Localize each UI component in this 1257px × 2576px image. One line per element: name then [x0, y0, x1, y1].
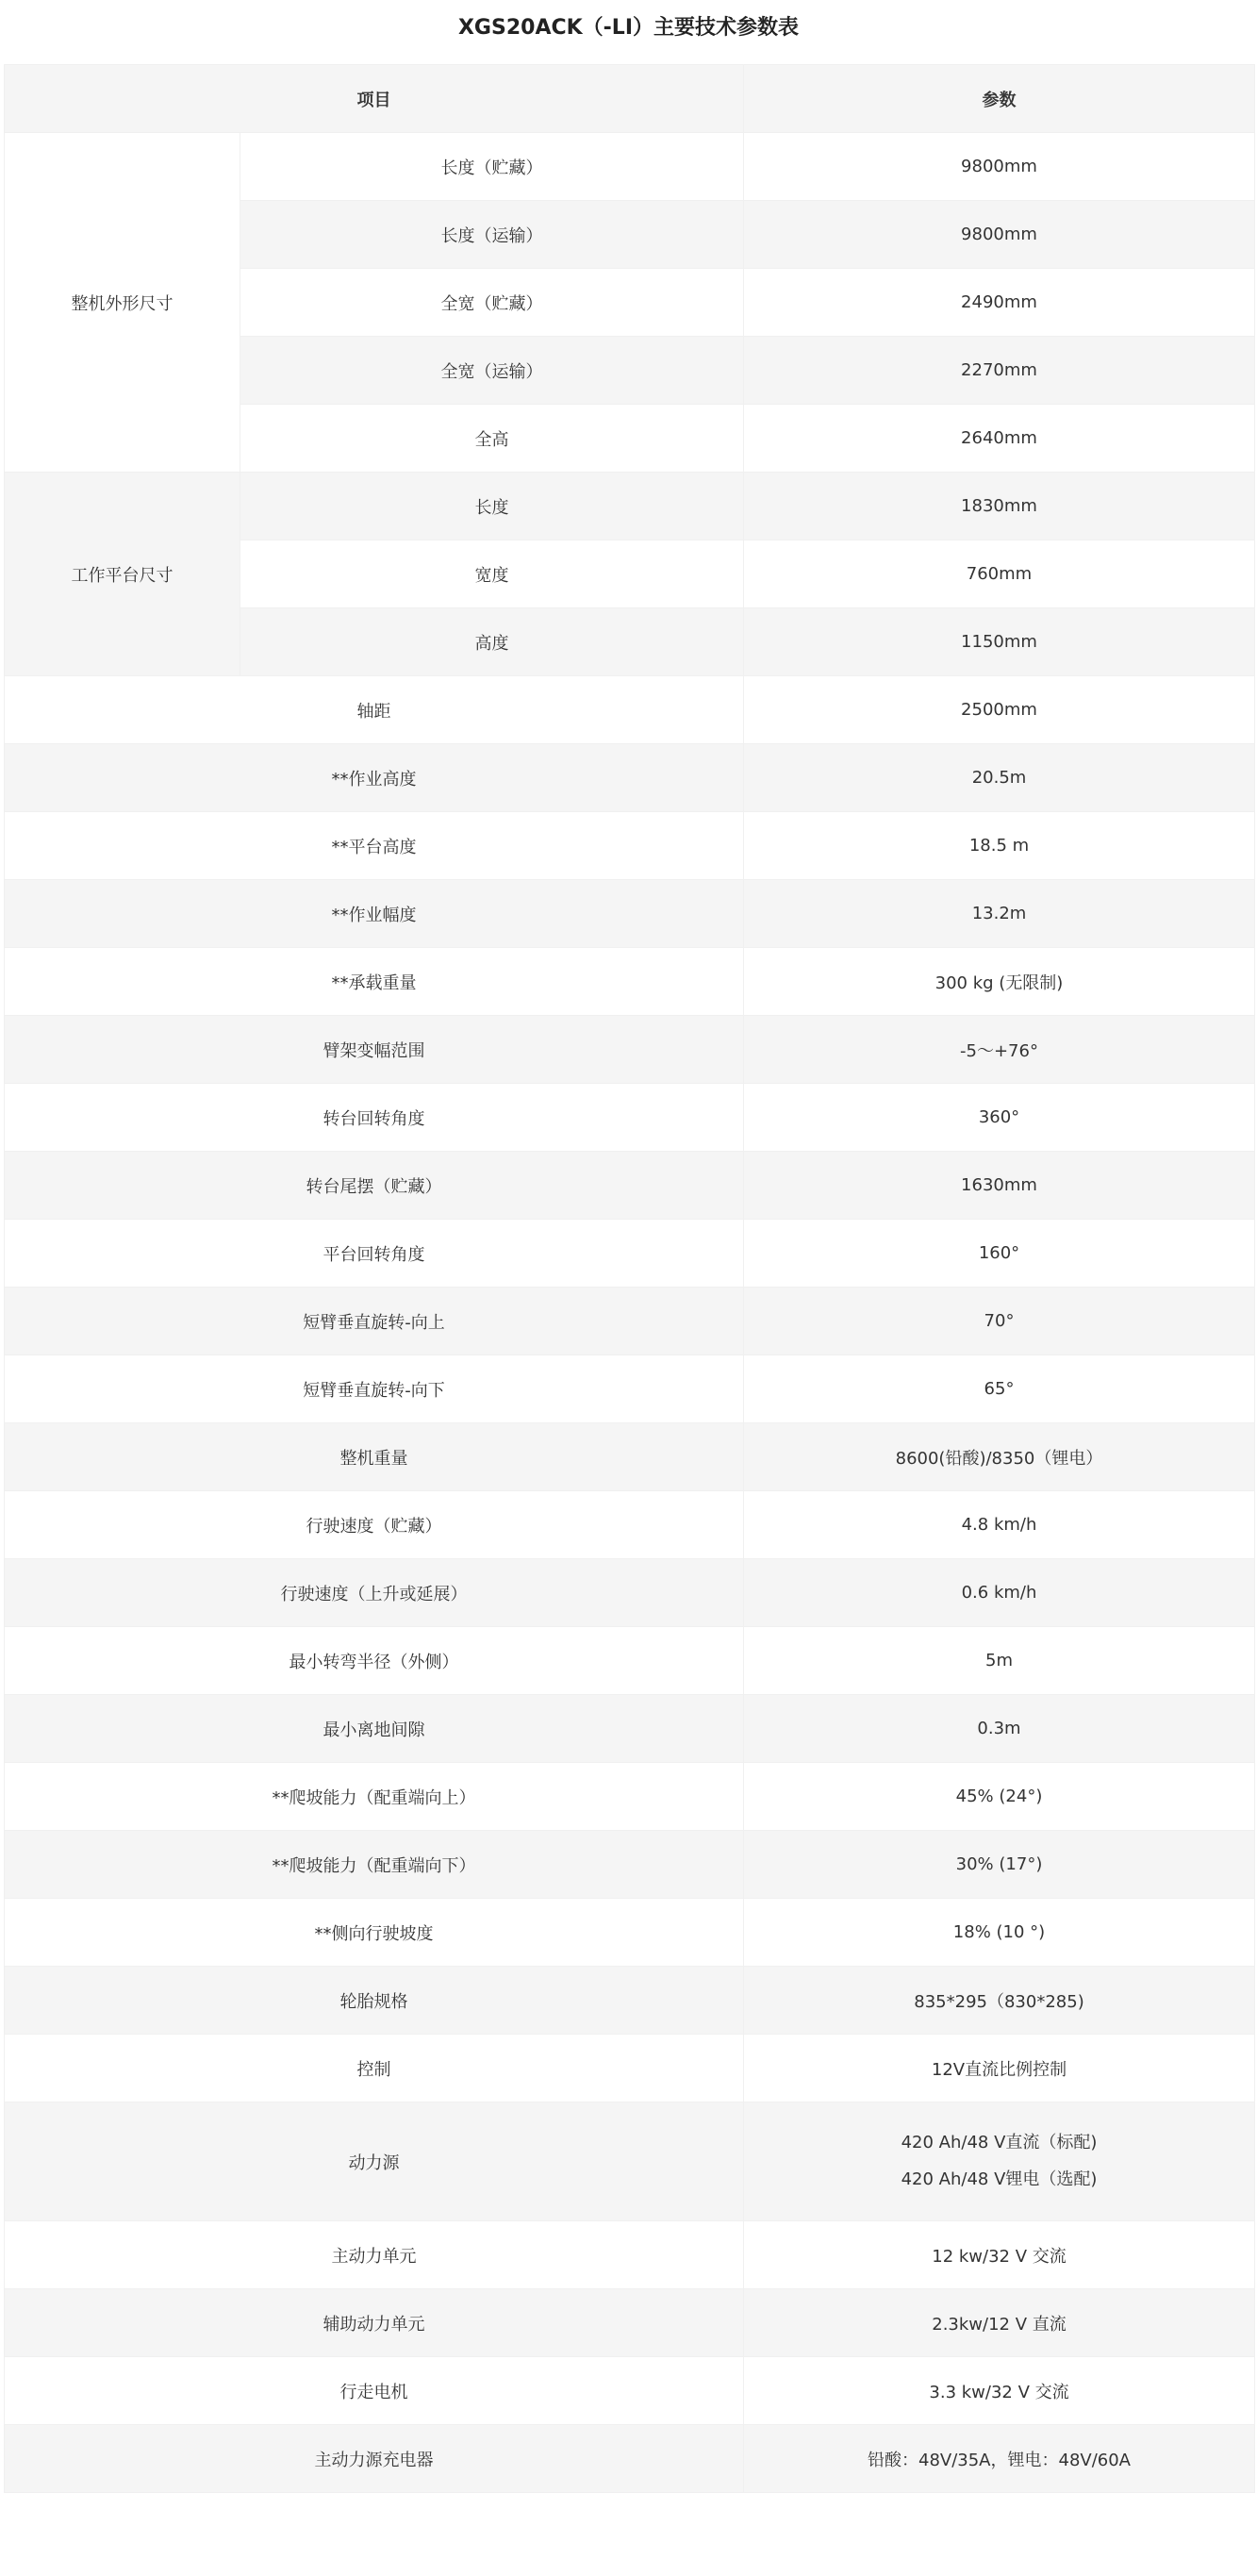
row-value: 18% (10 °)	[744, 1899, 1255, 1967]
row-label: 转台尾摆（贮藏）	[5, 1152, 744, 1220]
row-label: 轮胎规格	[5, 1967, 744, 2035]
row-label: **平台高度	[5, 812, 744, 880]
row-label: 行驶速度（上升或延展）	[5, 1559, 744, 1627]
row-value: 835*295（830*285)	[744, 1967, 1255, 2035]
row-label: **侧向行驶坡度	[5, 1899, 744, 1967]
row-label: 轴距	[5, 676, 744, 744]
table-row	[5, 1899, 1255, 1967]
table-row	[5, 2035, 1255, 2102]
row-value: 760mm	[744, 540, 1255, 608]
table-row	[5, 1016, 1255, 1084]
table-row	[5, 1763, 1255, 1831]
row-label: 最小离地间隙	[5, 1695, 744, 1763]
table-row	[5, 2221, 1255, 2289]
row-value: 45% (24°)	[744, 1763, 1255, 1831]
row-value: 5m	[744, 1627, 1255, 1695]
table-row	[5, 880, 1255, 948]
table-header-row	[5, 65, 1255, 133]
row-value: 12V直流比例控制	[744, 2035, 1255, 2102]
row-value: 12 kw/32 V 交流	[744, 2221, 1255, 2289]
table-row	[5, 676, 1255, 744]
table-row	[5, 1695, 1255, 1763]
row-label: 主动力单元	[5, 2221, 744, 2289]
table-row	[5, 1559, 1255, 1627]
table-row	[5, 1220, 1255, 1288]
row-label: 长度（运输）	[240, 201, 744, 269]
table-row	[5, 1084, 1255, 1152]
row-value: 30% (17°)	[744, 1831, 1255, 1899]
header-param: 参数	[744, 65, 1255, 133]
row-label: 短臂垂直旋转-向下	[5, 1355, 744, 1423]
row-label: 短臂垂直旋转-向上	[5, 1288, 744, 1355]
row-value: 18.5 m	[744, 812, 1255, 880]
row-label: 动力源	[5, 2102, 744, 2221]
row-value: 1830mm	[744, 473, 1255, 540]
row-value: 4.8 km/h	[744, 1491, 1255, 1559]
group-label-platform-dims: 工作平台尺寸	[5, 473, 240, 676]
page-title: XGS20ACK（-LI）主要技术参数表	[457, 16, 800, 40]
row-value: 20.5m	[744, 744, 1255, 812]
row-value: 360°	[744, 1084, 1255, 1152]
row-label: 平台回转角度	[5, 1220, 744, 1288]
row-value: 3.3 kw/32 V 交流	[744, 2357, 1255, 2425]
table-row	[5, 133, 1255, 201]
group-label-overall-dims: 整机外形尺寸	[5, 133, 240, 473]
row-value: 2270mm	[744, 337, 1255, 405]
row-value: 0.6 km/h	[744, 1559, 1255, 1627]
table-row	[5, 948, 1255, 1016]
row-label: 整机重量	[5, 1423, 744, 1491]
row-label: 控制	[5, 2035, 744, 2102]
row-label: 高度	[240, 608, 744, 676]
row-value: 2.3kw/12 V 直流	[744, 2289, 1255, 2357]
table-row	[5, 1967, 1255, 2035]
row-value: 70°	[744, 1288, 1255, 1355]
row-value: 9800mm	[744, 201, 1255, 269]
row-value: 300 kg (无限制)	[744, 948, 1255, 1016]
row-label: 主动力源充电器	[5, 2425, 744, 2493]
row-label: 全宽（贮藏）	[240, 269, 744, 337]
row-label: 长度（贮藏）	[240, 133, 744, 201]
row-value: 9800mm	[744, 133, 1255, 201]
spec-table	[4, 64, 1255, 2493]
row-label: 全高	[240, 405, 744, 473]
row-label: **承载重量	[5, 948, 744, 1016]
row-value: 0.3m	[744, 1695, 1255, 1763]
table-row	[5, 744, 1255, 812]
table-row	[5, 2289, 1255, 2357]
row-label: 全宽（运输）	[240, 337, 744, 405]
row-value: 160°	[744, 1220, 1255, 1288]
row-label: 辅助动力单元	[5, 2289, 744, 2357]
row-value: 1150mm	[744, 608, 1255, 676]
row-label: 行驶速度（贮藏）	[5, 1491, 744, 1559]
row-label: 长度	[240, 473, 744, 540]
row-value: 13.2m	[744, 880, 1255, 948]
row-value: 铅酸：48V/35A，锂电：48V/60A	[744, 2425, 1255, 2493]
table-row	[5, 812, 1255, 880]
row-label: 臂架变幅范围	[5, 1016, 744, 1084]
row-label: 行走电机	[5, 2357, 744, 2425]
table-row	[5, 2357, 1255, 2425]
row-label: 转台回转角度	[5, 1084, 744, 1152]
table-row	[5, 1831, 1255, 1899]
table-row	[5, 473, 1255, 540]
table-row	[5, 1491, 1255, 1559]
table-row	[5, 1423, 1255, 1491]
row-value: 8600(铅酸)/8350（锂电）	[744, 1423, 1255, 1491]
row-value: 2500mm	[744, 676, 1255, 744]
row-label: 最小转弯半径（外侧）	[5, 1627, 744, 1695]
table-row	[5, 2425, 1255, 2493]
row-value: 2640mm	[744, 405, 1255, 473]
table-row	[5, 1355, 1255, 1423]
power-source-value-standard: 420 Ah/48 V直流（标配)	[901, 2133, 1098, 2152]
row-label: **作业幅度	[5, 880, 744, 948]
table-row	[5, 1627, 1255, 1695]
header-item: 项目	[5, 65, 744, 133]
row-label: **作业高度	[5, 744, 744, 812]
table-row	[5, 2102, 1255, 2221]
row-value: -5～+76°	[744, 1016, 1255, 1084]
row-value	[744, 2102, 1255, 2221]
row-value: 2490mm	[744, 269, 1255, 337]
row-value: 65°	[744, 1355, 1255, 1423]
row-label: 宽度	[240, 540, 744, 608]
table-row	[5, 1288, 1255, 1355]
row-value: 1630mm	[744, 1152, 1255, 1220]
table-row	[5, 1152, 1255, 1220]
row-label: **爬坡能力（配重端向上）	[5, 1763, 744, 1831]
power-source-value-optional: 420 Ah/48 V锂电（选配)	[901, 2169, 1098, 2189]
row-label: **爬坡能力（配重端向下）	[5, 1831, 744, 1899]
